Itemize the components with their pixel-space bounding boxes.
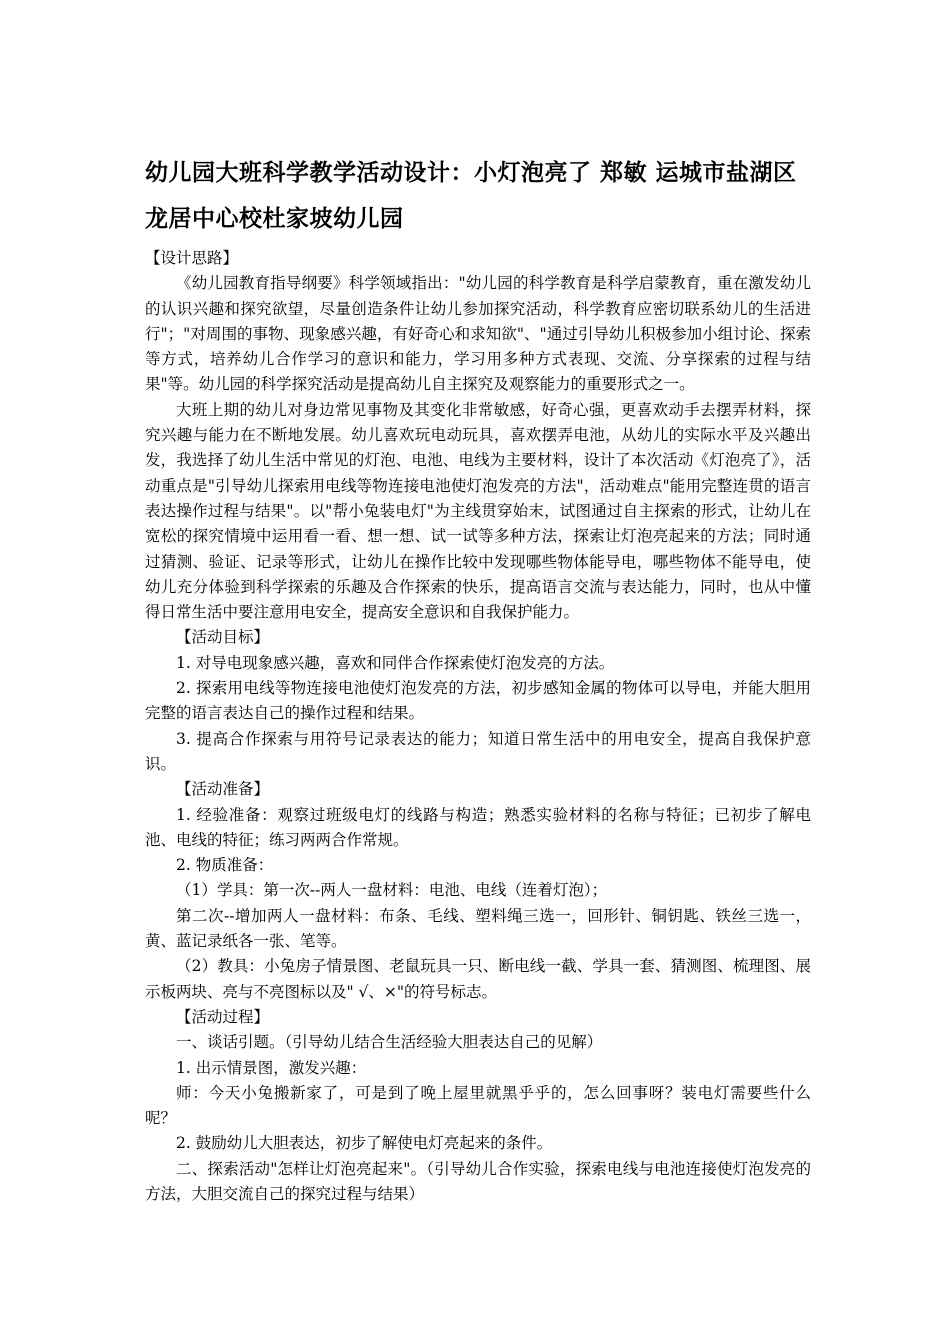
design-paragraph-2: 大班上期的幼儿对身边常见事物及其变化非常敏感，好奇心强，更喜欢动手去摆弄材料，探究兴趣与能力在不断地发展。幼儿喜欢玩电动玩具，喜欢摆弄电池，从幼儿的实际水平及兴趣出发，我选择了幼儿生活中常见的灯泡、电池、电线为主要材料，设计了本次活动《灯泡亮了》，活动重点是"引导幼儿探索用电线等物连接电池使灯泡发亮的方法"，活动难点"能用完整连贯的语言表达操作过程与结果"。以"帮小兔装电灯"为主线贯穿始末，试图通过自主探索的形式，让幼儿在宽松的探究情境中运用看一看、想一想、试一试等多种方法，探索让灯泡亮起来的方法；同时通过猜测、验证、记录等形式，让幼儿在操作比较中发现哪些物体能导电，哪些物体不能导电，使幼儿充分体验到科学探索的乐趣及合作探索的快乐，提高语言交流与表达能力，同时，也从中懂得日常生活中要注意用电安全，提高安全意识和自我保护能力。 bbox=[145, 400, 811, 622]
document-page bbox=[145, 150, 811, 1207]
goal-item-2: 2. 探索用电线等物连接电池使灯泡发亮的方法，初步感知金属的物体可以导电，并能大胆用完整的语言表达自己的操作过程和结果。 bbox=[145, 679, 811, 723]
prep-item-1: 1. 经验准备：观察过班级电灯的线路与构造；熟悉实验材料的名称与特征；已初步了解电池、电线的特征；练习两两合作常规。 bbox=[145, 805, 811, 849]
process-step-1-1: 1. 出示情景图，激发兴趣： bbox=[176, 1058, 367, 1077]
prep-item-2-1-continued: 第二次--增加两人一盘材料：布条、毛线、塑料绳三选一，回形针、铜钥匙、铁丝三选一，黄、蓝记录纸各一张、笔等。 bbox=[145, 906, 811, 951]
section-heading-preparation: 【活动准备】 bbox=[176, 780, 270, 799]
prep-item-2: 2. 物质准备： bbox=[176, 856, 274, 875]
section-heading-goals: 【活动目标】 bbox=[176, 628, 270, 647]
goal-item-1: 1. 对导电现象感兴趣，喜欢和同伴合作探索使灯泡发亮的方法。 bbox=[176, 653, 615, 672]
process-step-1-2: 2. 鼓励幼儿大胆表达，初步了解使电灯亮起来的条件。 bbox=[176, 1134, 553, 1153]
prep-item-2-1: （1）学具：第一次--两人一盘材料：电池、电线（连着灯泡）； bbox=[176, 881, 608, 900]
section-heading-process: 【活动过程】 bbox=[176, 1007, 270, 1026]
process-step-1-1-teacher: 师：今天小兔搬新家了，可是到了晚上屋里就黑乎乎的，怎么回事呀？装电灯需要些什么呢？ bbox=[145, 1083, 811, 1128]
process-step-2: 二、探索活动"怎样让灯泡亮起来"。（引导幼儿合作实验，探索电线与电池连接使灯泡发亮的方法，大胆交流自己的探究过程与结果） bbox=[145, 1159, 811, 1203]
design-paragraph-1: 《幼儿园教育指导纲要》科学领域指出："幼儿园的科学教育是科学启蒙教育，重在激发幼儿的认识兴趣和探究欲望，尽量创造条件让幼儿参加探究活动，科学教育应密切联系幼儿的生活进行"；"对周围的事物、现象感兴趣，有好奇心和求知欲"、"通过引导幼儿积极参加小组讨论、探索等方式，培养幼儿合作学习的意识和能力，学习用多种方式表现、交流、分享探索的过程与结果"等。幼儿园的科学探究活动是提高幼儿自主探究及观察能力的重要形式之一。 bbox=[145, 274, 811, 394]
process-step-1: 一、谈话引题。（引导幼儿结合生活经验大胆表达自己的见解） bbox=[176, 1033, 603, 1052]
prep-item-2-2: （2）教具：小兔房子情景图、老鼠玩具一只、断电线一截、学具一套、猜测图、梳理图、展示板两块、亮与不亮图标以及" √、×"的符号标志。 bbox=[145, 957, 811, 1001]
section-heading-design: 【设计思路】 bbox=[145, 249, 239, 267]
goal-item-3: 3. 提高合作探索与用符号记录表达的能力；知道日常生活中的用电安全，提高自我保护意识。 bbox=[145, 729, 811, 773]
document-title: 幼儿园大班科学教学活动设计：小灯泡亮了 郑敏 运城市盐湖区龙居中心校杜家坡幼儿园 bbox=[145, 160, 797, 232]
